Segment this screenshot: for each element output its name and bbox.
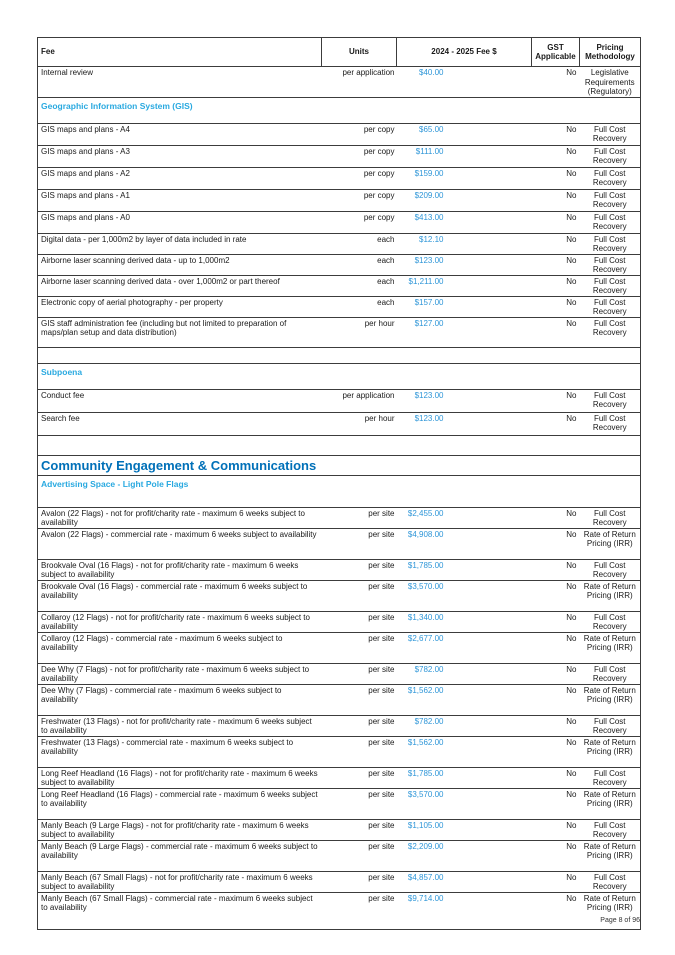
table-row bbox=[38, 347, 641, 363]
table-row bbox=[38, 233, 641, 254]
gst-cell: No bbox=[532, 684, 580, 715]
column-header-fee: Fee bbox=[38, 38, 322, 67]
amount-cell: $1,105.00 bbox=[397, 819, 532, 840]
table-row bbox=[38, 611, 641, 632]
amount-cell: $3,570.00 bbox=[397, 580, 532, 611]
method-cell: Full Cost Recovery bbox=[580, 767, 641, 788]
method-cell: Full Cost Recovery bbox=[580, 145, 641, 167]
fee-cell: Manly Beach (9 Large Flags) - commercial rate - maximum 6 weeks subject to availability bbox=[38, 840, 322, 871]
method-cell: Full Cost Recovery bbox=[580, 254, 641, 275]
units-cell: per site bbox=[322, 736, 397, 767]
gst-cell: No bbox=[532, 663, 580, 684]
amount-cell: $1,562.00 bbox=[397, 736, 532, 767]
gst-cell: No bbox=[532, 788, 580, 819]
units-cell: per site bbox=[322, 528, 397, 559]
fee-cell: Long Reef Headland (16 Flags) - commercial rate - maximum 6 weeks subject to availability bbox=[38, 788, 322, 819]
units-cell: per copy bbox=[322, 211, 397, 233]
fee-cell: Brookvale Oval (16 Flags) - commercial rate - maximum 6 weeks subject to availability bbox=[38, 580, 322, 611]
amount-cell: $40.00 bbox=[397, 67, 532, 98]
units-cell: each bbox=[322, 233, 397, 254]
fee-cell: Electronic copy of aerial photography - per property bbox=[38, 296, 322, 317]
amount-cell: $65.00 bbox=[397, 123, 532, 145]
units-cell: per copy bbox=[322, 167, 397, 189]
fee-schedule-table bbox=[37, 37, 641, 930]
units-cell: per site bbox=[322, 684, 397, 715]
table-row bbox=[38, 455, 641, 475]
fee-cell: GIS staff administration fee (including but not limited to preparation of maps/plan setup and data distribution) bbox=[38, 317, 322, 347]
fee-cell: GIS maps and plans - A2 bbox=[38, 167, 322, 189]
gst-cell: No bbox=[532, 871, 580, 892]
fee-cell: Dee Why (7 Flags) - commercial rate - maximum 6 weeks subject to availability bbox=[38, 684, 322, 715]
amount-cell: $157.00 bbox=[397, 296, 532, 317]
table-row bbox=[38, 684, 641, 715]
category-heading: Community Engagement & Communications bbox=[38, 455, 641, 475]
column-header-gst-applicable: GST Applicable bbox=[532, 38, 580, 67]
units-cell: per site bbox=[322, 871, 397, 892]
units-cell: per site bbox=[322, 788, 397, 819]
method-cell: Full Cost Recovery bbox=[580, 211, 641, 233]
page-number: Page 8 of 96 bbox=[600, 917, 640, 924]
table-row bbox=[38, 528, 641, 559]
amount-cell: $12.10 bbox=[397, 233, 532, 254]
gst-cell: No bbox=[532, 840, 580, 871]
fee-cell: Freshwater (13 Flags) - not for profit/charity rate - maximum 6 weeks subject to availability bbox=[38, 715, 322, 736]
units-cell: per site bbox=[322, 767, 397, 788]
fee-cell: Manly Beach (67 Small Flags) - commercial rate - maximum 6 weeks subject to availability bbox=[38, 892, 322, 929]
amount-cell: $782.00 bbox=[397, 663, 532, 684]
units-cell: per hour bbox=[322, 412, 397, 435]
amount-cell: $1,785.00 bbox=[397, 559, 532, 580]
units-cell: each bbox=[322, 254, 397, 275]
method-cell: Full Cost Recovery bbox=[580, 389, 641, 412]
section-header: Geographic Information System (GIS) bbox=[38, 97, 641, 123]
units-cell: per copy bbox=[322, 189, 397, 211]
fee-cell: Search fee bbox=[38, 412, 322, 435]
method-cell: Rate of Return Pricing (IRR) bbox=[580, 892, 641, 929]
gst-cell: No bbox=[532, 507, 580, 528]
fee-cell: Digital data - per 1,000m2 by layer of data included in rate bbox=[38, 233, 322, 254]
method-cell: Rate of Return Pricing (IRR) bbox=[580, 632, 641, 663]
method-cell: Rate of Return Pricing (IRR) bbox=[580, 684, 641, 715]
table-row bbox=[38, 580, 641, 611]
table-row bbox=[38, 475, 641, 507]
fee-cell: Collaroy (12 Flags) - commercial rate - maximum 6 weeks subject to availability bbox=[38, 632, 322, 663]
method-cell: Full Cost Recovery bbox=[580, 611, 641, 632]
method-cell: Rate of Return Pricing (IRR) bbox=[580, 580, 641, 611]
method-cell: Full Cost Recovery bbox=[580, 412, 641, 435]
amount-cell: $1,562.00 bbox=[397, 684, 532, 715]
method-cell: Full Cost Recovery bbox=[580, 871, 641, 892]
fee-cell: Manly Beach (9 Large Flags) - not for profit/charity rate - maximum 6 weeks subject to availability bbox=[38, 819, 322, 840]
method-cell: Full Cost Recovery bbox=[580, 296, 641, 317]
method-cell: Full Cost Recovery bbox=[580, 507, 641, 528]
method-cell: Full Cost Recovery bbox=[580, 715, 641, 736]
spacer-cell bbox=[38, 435, 641, 455]
gst-cell: No bbox=[532, 296, 580, 317]
gst-cell: No bbox=[532, 123, 580, 145]
amount-cell: $9,714.00 bbox=[397, 892, 532, 929]
fee-cell: Manly Beach (67 Small Flags) - not for profit/charity rate - maximum 6 weeks subject to availability bbox=[38, 871, 322, 892]
fee-table-body bbox=[38, 67, 641, 930]
table-row bbox=[38, 123, 641, 145]
fee-cell: Avalon (22 Flags) - not for profit/charity rate - maximum 6 weeks subject to availability bbox=[38, 507, 322, 528]
units-cell: per application bbox=[322, 389, 397, 412]
fee-cell: Brookvale Oval (16 Flags) - not for profit/charity rate - maximum 6 weeks subject to availability bbox=[38, 559, 322, 580]
fee-cell: Conduct fee bbox=[38, 389, 322, 412]
table-row bbox=[38, 819, 641, 840]
gst-cell: No bbox=[532, 254, 580, 275]
gst-cell: No bbox=[532, 819, 580, 840]
gst-cell: No bbox=[532, 892, 580, 929]
amount-cell: $1,340.00 bbox=[397, 611, 532, 632]
gst-cell: No bbox=[532, 275, 580, 296]
amount-cell: $159.00 bbox=[397, 167, 532, 189]
table-row bbox=[38, 211, 641, 233]
units-cell: per site bbox=[322, 892, 397, 929]
table-header bbox=[38, 38, 641, 67]
units-cell: each bbox=[322, 296, 397, 317]
method-cell: Full Cost Recovery bbox=[580, 167, 641, 189]
section-header: Advertising Space - Light Pole Flags bbox=[38, 475, 641, 507]
table-row bbox=[38, 275, 641, 296]
method-cell: Full Cost Recovery bbox=[580, 819, 641, 840]
units-cell: per site bbox=[322, 715, 397, 736]
table-row bbox=[38, 167, 641, 189]
amount-cell: $4,908.00 bbox=[397, 528, 532, 559]
method-cell: Rate of Return Pricing (IRR) bbox=[580, 840, 641, 871]
column-header-pricing-methodology: Pricing Methodology bbox=[580, 38, 641, 67]
table-row bbox=[38, 559, 641, 580]
gst-cell: No bbox=[532, 632, 580, 663]
table-row bbox=[38, 663, 641, 684]
table-row bbox=[38, 296, 641, 317]
amount-cell: $209.00 bbox=[397, 189, 532, 211]
amount-cell: $123.00 bbox=[397, 254, 532, 275]
method-cell: Rate of Return Pricing (IRR) bbox=[580, 788, 641, 819]
units-cell: each bbox=[322, 275, 397, 296]
gst-cell: No bbox=[532, 767, 580, 788]
units-cell: per hour bbox=[322, 317, 397, 347]
units-cell: per site bbox=[322, 611, 397, 632]
method-cell: Legislative Requirements (Regulatory) bbox=[580, 67, 641, 98]
gst-cell: No bbox=[532, 189, 580, 211]
table-row bbox=[38, 736, 641, 767]
table-row bbox=[38, 632, 641, 663]
table-row bbox=[38, 892, 641, 929]
column-header-fee-amount: 2024 - 2025 Fee $ bbox=[397, 38, 532, 67]
gst-cell: No bbox=[532, 211, 580, 233]
method-cell: Full Cost Recovery bbox=[580, 559, 641, 580]
table-row bbox=[38, 189, 641, 211]
amount-cell: $782.00 bbox=[397, 715, 532, 736]
fee-cell: GIS maps and plans - A4 bbox=[38, 123, 322, 145]
method-cell: Rate of Return Pricing (IRR) bbox=[580, 736, 641, 767]
fee-cell: Internal review bbox=[38, 67, 322, 98]
fee-cell: GIS maps and plans - A0 bbox=[38, 211, 322, 233]
amount-cell: $127.00 bbox=[397, 317, 532, 347]
gst-cell: No bbox=[532, 715, 580, 736]
table-row bbox=[38, 97, 641, 123]
table-row bbox=[38, 840, 641, 871]
table-row bbox=[38, 67, 641, 98]
units-cell: per site bbox=[322, 507, 397, 528]
amount-cell: $2,209.00 bbox=[397, 840, 532, 871]
amount-cell: $4,857.00 bbox=[397, 871, 532, 892]
gst-cell: No bbox=[532, 611, 580, 632]
method-cell: Full Cost Recovery bbox=[580, 275, 641, 296]
amount-cell: $123.00 bbox=[397, 389, 532, 412]
fee-cell: Collaroy (12 Flags) - not for profit/charity rate - maximum 6 weeks subject to availability bbox=[38, 611, 322, 632]
gst-cell: No bbox=[532, 233, 580, 254]
gst-cell: No bbox=[532, 412, 580, 435]
units-cell: per site bbox=[322, 663, 397, 684]
column-header-units: Units bbox=[322, 38, 397, 67]
units-cell: per site bbox=[322, 819, 397, 840]
gst-cell: No bbox=[532, 67, 580, 98]
amount-cell: $111.00 bbox=[397, 145, 532, 167]
fee-cell: GIS maps and plans - A1 bbox=[38, 189, 322, 211]
header-row bbox=[38, 38, 641, 67]
spacer-cell bbox=[38, 347, 641, 363]
table-row bbox=[38, 145, 641, 167]
table-row bbox=[38, 363, 641, 389]
fee-cell: GIS maps and plans - A3 bbox=[38, 145, 322, 167]
table-row bbox=[38, 788, 641, 819]
method-cell: Rate of Return Pricing (IRR) bbox=[580, 528, 641, 559]
table-row bbox=[38, 871, 641, 892]
table-row bbox=[38, 507, 641, 528]
fee-cell: Dee Why (7 Flags) - not for profit/charity rate - maximum 6 weeks subject to availability bbox=[38, 663, 322, 684]
method-cell: Full Cost Recovery bbox=[580, 663, 641, 684]
units-cell: per application bbox=[322, 67, 397, 98]
gst-cell: No bbox=[532, 580, 580, 611]
amount-cell: $1,785.00 bbox=[397, 767, 532, 788]
fee-cell: Airborne laser scanning derived data - up to 1,000m2 bbox=[38, 254, 322, 275]
units-cell: per site bbox=[322, 632, 397, 663]
fee-cell: Freshwater (13 Flags) - commercial rate - maximum 6 weeks subject to availability bbox=[38, 736, 322, 767]
units-cell: per site bbox=[322, 580, 397, 611]
units-cell: per copy bbox=[322, 123, 397, 145]
table-row bbox=[38, 389, 641, 412]
method-cell: Full Cost Recovery bbox=[580, 317, 641, 347]
amount-cell: $123.00 bbox=[397, 412, 532, 435]
section-header: Subpoena bbox=[38, 363, 641, 389]
units-cell: per site bbox=[322, 840, 397, 871]
gst-cell: No bbox=[532, 145, 580, 167]
amount-cell: $2,677.00 bbox=[397, 632, 532, 663]
method-cell: Full Cost Recovery bbox=[580, 123, 641, 145]
gst-cell: No bbox=[532, 736, 580, 767]
table-row bbox=[38, 254, 641, 275]
units-cell: per copy bbox=[322, 145, 397, 167]
table-row bbox=[38, 767, 641, 788]
table-row bbox=[38, 317, 641, 347]
amount-cell: $2,455.00 bbox=[397, 507, 532, 528]
fee-cell: Airborne laser scanning derived data - over 1,000m2 or part thereof bbox=[38, 275, 322, 296]
amount-cell: $3,570.00 bbox=[397, 788, 532, 819]
gst-cell: No bbox=[532, 167, 580, 189]
gst-cell: No bbox=[532, 389, 580, 412]
fee-cell: Long Reef Headland (16 Flags) - not for profit/charity rate - maximum 6 weeks subject to availability bbox=[38, 767, 322, 788]
gst-cell: No bbox=[532, 317, 580, 347]
table-row bbox=[38, 412, 641, 435]
gst-cell: No bbox=[532, 559, 580, 580]
method-cell: Full Cost Recovery bbox=[580, 233, 641, 254]
table-row bbox=[38, 715, 641, 736]
method-cell: Full Cost Recovery bbox=[580, 189, 641, 211]
amount-cell: $413.00 bbox=[397, 211, 532, 233]
fee-cell: Avalon (22 Flags) - commercial rate - maximum 6 weeks subject to availability bbox=[38, 528, 322, 559]
amount-cell: $1,211.00 bbox=[397, 275, 532, 296]
table-row bbox=[38, 435, 641, 455]
units-cell: per site bbox=[322, 559, 397, 580]
gst-cell: No bbox=[532, 528, 580, 559]
